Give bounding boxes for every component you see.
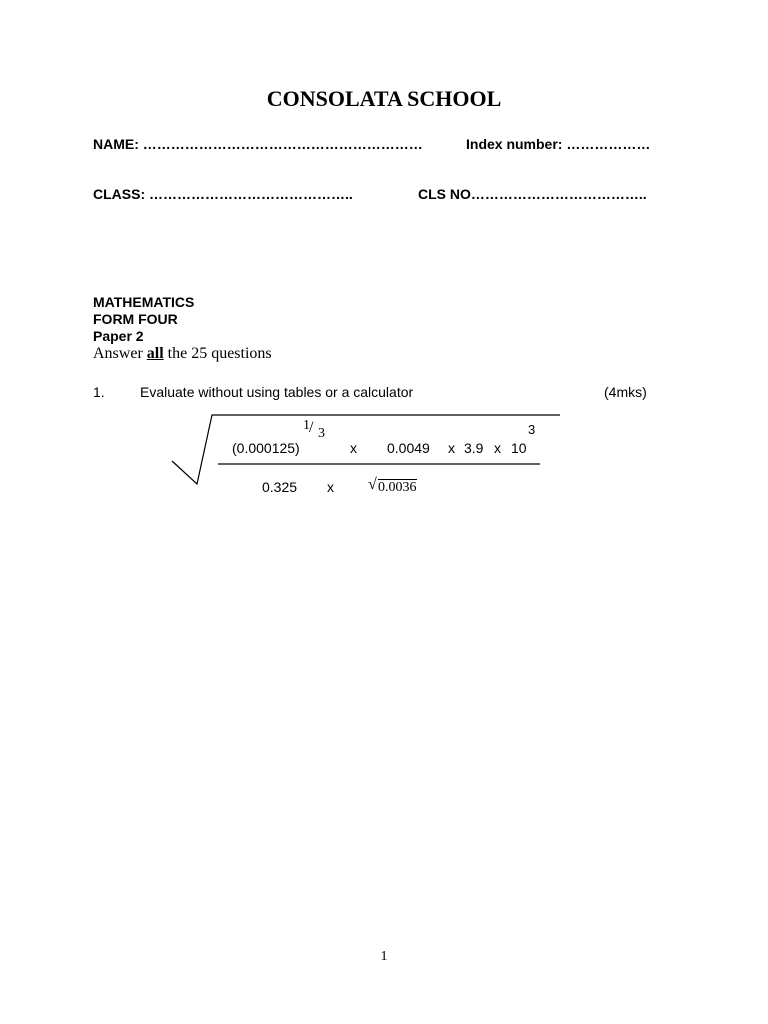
question-number: 1.	[93, 384, 105, 400]
instructions-prefix: Answer	[93, 345, 147, 362]
numerator-power-4: 3	[528, 422, 536, 437]
numerator-times-3: x	[494, 440, 501, 456]
numerator-term-2: 0.0049	[387, 440, 430, 456]
numerator-times-2: x	[448, 440, 455, 456]
subject-heading: MATHEMATICS	[93, 294, 195, 310]
sqrt-sign: √	[368, 476, 377, 493]
question-marks: (4mks)	[604, 384, 647, 400]
power-denominator: 3	[318, 426, 325, 441]
numerator-base: (0.000125)	[232, 440, 300, 456]
radical-sign	[172, 415, 560, 484]
instructions-emphasis: all	[146, 345, 164, 362]
page-number: 1	[380, 949, 388, 964]
denominator-times: x	[327, 479, 334, 495]
index-number-field: Index number: ………………	[466, 136, 651, 152]
numerator-term-3: 3.9	[464, 440, 484, 456]
numerator-term-4: 10	[511, 440, 527, 456]
instructions-suffix: the 25 questions	[163, 345, 272, 362]
sqrt-value: 0.0036	[378, 480, 417, 495]
question-text: Evaluate without using tables or a calculator	[140, 384, 414, 400]
form-heading: FORM FOUR	[93, 311, 178, 327]
numerator-times-1: x	[350, 440, 357, 456]
cls-no-field: CLS NO………………………………..	[418, 186, 647, 202]
power-slash: /	[309, 419, 314, 436]
class-field: CLASS: ……………………………………..	[93, 186, 353, 202]
denominator-term-1: 0.325	[262, 479, 298, 495]
power-numerator: 1	[303, 418, 310, 433]
paper-heading: Paper 2	[93, 328, 144, 344]
school-title: CONSOLATA SCHOOL	[266, 86, 502, 111]
name-field: NAME: ……………………………………………………	[93, 136, 423, 152]
